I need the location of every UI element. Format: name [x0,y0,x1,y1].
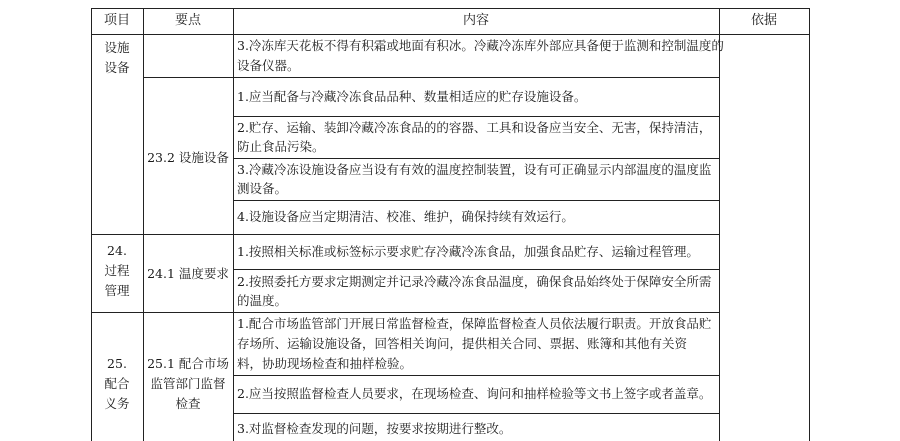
item-label-line: 设施 [104,40,130,55]
item-label-line: 25. [107,356,127,371]
content-line: 3.对监督检查发现的问题，按要求按期进行整改。 [237,421,512,436]
rule [233,158,719,159]
content-line: 1.按照相关标准或标签标示要求贮存冷藏冷冻食品，加强食品贮存、运输过程管理。 [237,244,699,259]
item-label-line: 义务 [104,396,130,411]
content-line: 2.贮存、运输、装卸冷藏冷冻食品的的容器、工具和设备应当安全、无害，保持清洁， [237,120,712,135]
content-line: 2.应当按照监督检查人员要求，在现场检查、询问和抽样检验等文书上签字或者盖章。 [237,386,712,401]
rule-col3 [719,8,720,441]
content-line: 4.设施设备应当定期清洁、校准、维护，确保持续有效运行。 [237,209,574,224]
header-basis: 依据 [750,13,777,28]
item-label-line: 过程 [104,263,130,278]
rule [233,116,719,117]
rule-right [809,8,810,441]
rule-col2 [233,8,234,441]
point-label-line: 监管部门监督 [150,376,226,391]
point-label: 24.1 温度要求 [147,266,229,281]
content-line: 1.应当配备与冷藏冷冻食品品种、数量相适应的贮存设施设备。 [237,89,587,104]
item-label-line: 管理 [104,283,130,298]
rule [233,375,719,376]
content-line: 1.配合市场监管部门开展日常监督检查，保障监督检查人员依法履行职责。开放食品贮 [237,316,712,331]
content-line: 3.冷冻库天花板不得有积霜或地面有积冰。冷藏冷冻库外部应具备便于监测和控制温度的 [237,38,724,53]
item-label-line: 配合 [104,376,130,391]
point-label-line: 检查 [175,396,201,411]
content-line: 的温度。 [237,293,288,308]
header-point: 要点 [174,13,201,28]
content-line: 料，协助现场检查和抽样检验。 [237,356,413,371]
header-item: 项目 [103,13,130,28]
point-label-line: 25.1 配合市场 [147,356,229,371]
rule [233,413,719,414]
item-label-line: 设备 [104,60,130,75]
content-line: 防止食品污染。 [237,139,325,154]
content-line: 测设备。 [237,181,288,196]
regulation-table [91,8,810,441]
rule [233,269,719,270]
rule-header-bottom [91,34,810,35]
content-line: 2.按照委托方要求定期测定并记录冷藏冷冻食品温度，确保食品始终处于保障安全所需 [237,274,712,289]
item-label-line: 24. [107,243,127,258]
content-line: 存场所、运输设施设备，回答相关询问，提供相关合同、票据、账簿和其他有关资 [237,336,688,351]
rule-section-25 [91,312,719,313]
rule-section-24 [91,234,719,235]
content-line: 设备仪器。 [237,58,300,73]
rule [143,77,719,78]
content-line: 3.冷藏冷冻设施设备应当设有有效的温度控制装置，设有可正确显示内部温度的温度监 [237,162,712,177]
header-content: 内容 [462,13,489,28]
rule-top [91,8,810,9]
point-label: 23.2 设施设备 [147,150,229,165]
rule [233,200,719,201]
